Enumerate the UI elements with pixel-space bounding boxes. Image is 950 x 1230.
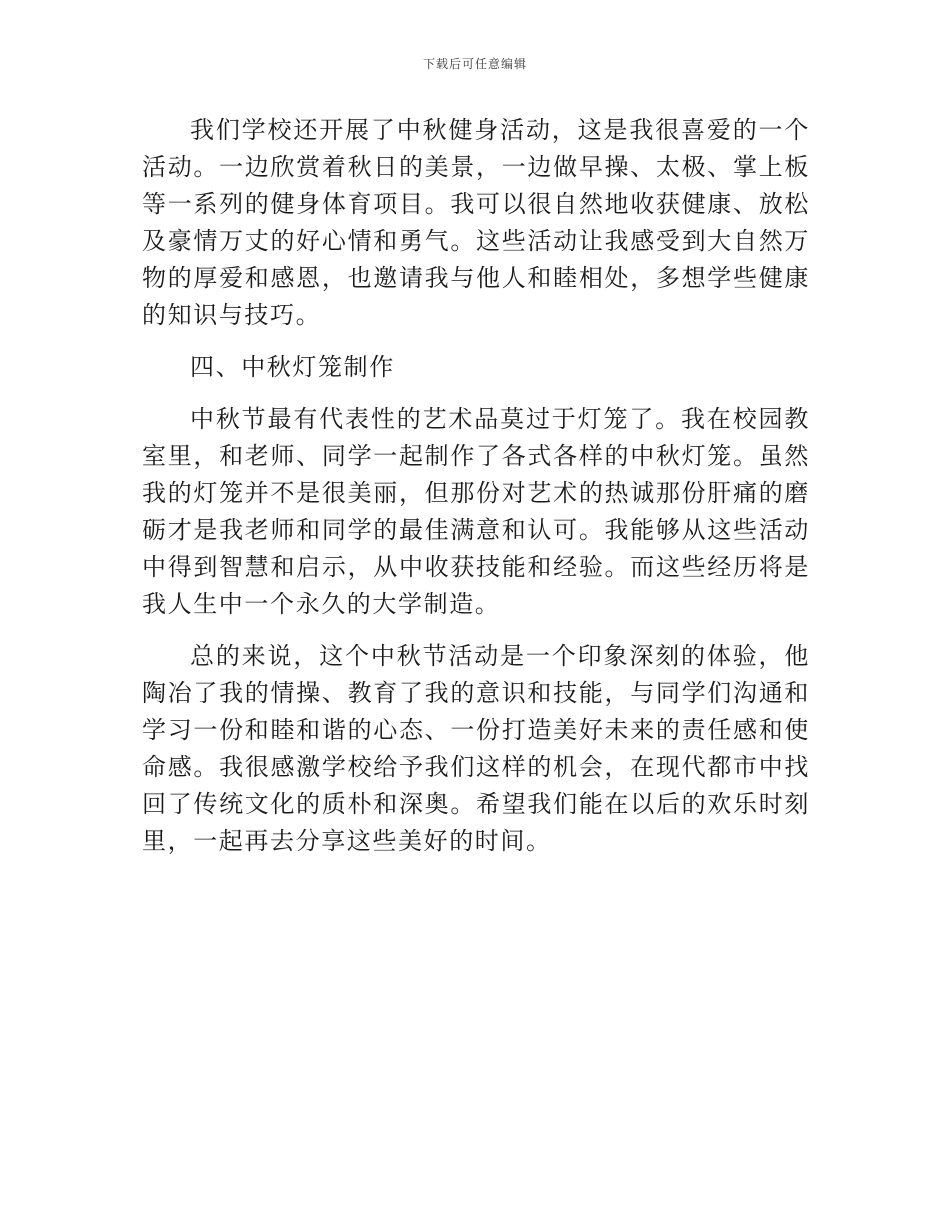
- paragraph-lantern-making: 中秋节最有代表性的艺术品莫过于灯笼了。我在校园教室里，和老师、同学一起制作了各式各样的中秋灯笼。虽然我的灯笼并不是很美丽，但那份对艺术的热诚那份肝痛的磨砺才是我老师和同学的最佳满意和认可。我能够从这些活动中得到智慧和启示，从中收获技能和经验。而这些经历将是我人生中一个永久的大学制造。: [142, 405, 810, 618]
- paragraph-summary: 总的来说，这个中秋节活动是一个印象深刻的体验，他陶冶了我的情操、教育了我的意识和技能，与同学们沟通和学习一份和睦和谐的心态、一份打造美好未来的责任感和使命感。我很感激学校给予我们这样的机会，在现代都市中找回了传统文化的质朴和深奥。希望我们能在以后的欢乐时刻里，一起再去分享这些美好的时间。: [142, 642, 810, 855]
- document-body: [142, 112, 810, 875]
- page-header-note: 下载后可任意编辑: [422, 57, 527, 71]
- section-heading-lantern: 四、中秋灯笼制作: [190, 353, 395, 381]
- paragraph-fitness-activity: 我们学校还开展了中秋健身活动，这是我很喜爱的一个活动。一边欣赏着秋日的美景，一边做早操、太极、掌上板等一系列的健身体育项目。我可以很自然地收获健康、放松及豪情万丈的好心情和勇气。这些活动让我感受到大自然万物的厚爱和感恩，也邀请我与他人和睦相处，多想学些健康的知识与技巧。: [142, 116, 810, 329]
